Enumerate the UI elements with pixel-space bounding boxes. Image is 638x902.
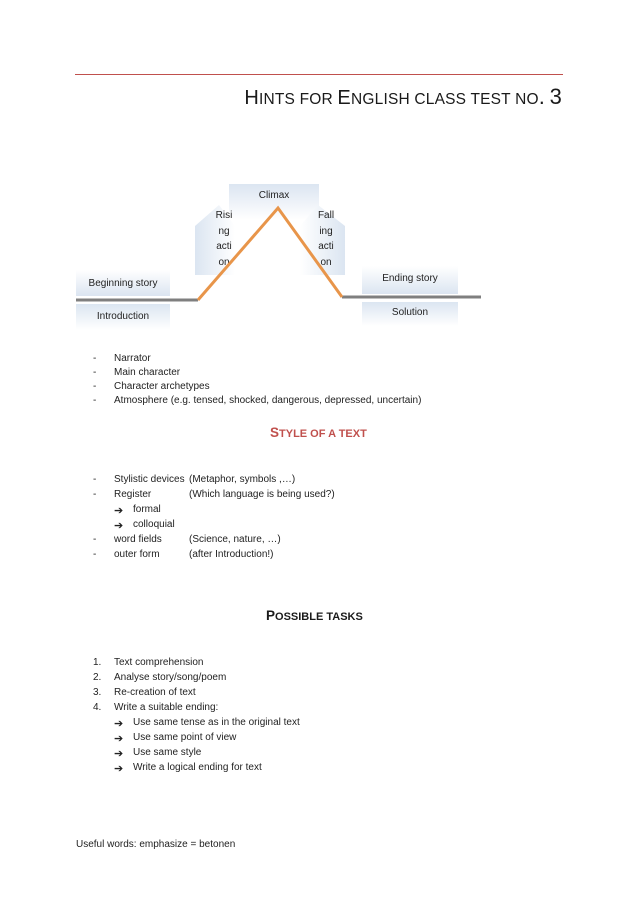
plot-line (0, 0, 638, 340)
style-heading: STYLE OF A TEXT (270, 425, 367, 440)
page-title: HINTS FOR ENGLISH CLASS TEST NO. 3 (244, 84, 562, 109)
style-list: - Stylistic devices (Metaphor, symbols ,…) - Register (Which language is being used?) ➔ formal ➔ colloquial - word fields (Science, nature, …) - outer form (after Introduction!) (93, 474, 335, 560)
solution-label: Solution (391, 307, 429, 318)
footer-note: Useful words: emphasize = betonen (76, 839, 236, 850)
arrow-icon: ➔ (114, 763, 124, 775)
story-elements-list: - Narrator - Main character - Character archetypes - Atmosphere (e.g. tensed, shocked, dangerous, depressed, uncertain) (93, 353, 422, 406)
falling-action-label: Fall ing acti on (317, 210, 335, 268)
plot-diagram (0, 0, 638, 340)
introduction-label: Introduction (96, 311, 150, 322)
ending-label: Ending story (382, 273, 438, 284)
arrow-icon: ➔ (114, 718, 124, 730)
tasks-list: 1. Text comprehension 2. Analyse story/song/poem 3. Re-creation of text 4. Write a suitable ending: ➔ Use same tense as in the original text ➔ Use same point of view ➔ Use same style ➔ Write a logical ending for text (93, 657, 300, 775)
beginning-label: Beginning story (88, 278, 158, 289)
tasks-heading: POSSIBLE TASKS (266, 608, 363, 623)
arrow-icon: ➔ (114, 520, 124, 532)
arrow-icon: ➔ (114, 748, 124, 760)
rising-action-label: Risi ng acti on (215, 210, 233, 268)
arrow-icon: ➔ (114, 505, 124, 517)
climax-label: Climax (258, 190, 290, 201)
arrow-icon: ➔ (114, 733, 124, 745)
plot-arc (198, 208, 342, 300)
